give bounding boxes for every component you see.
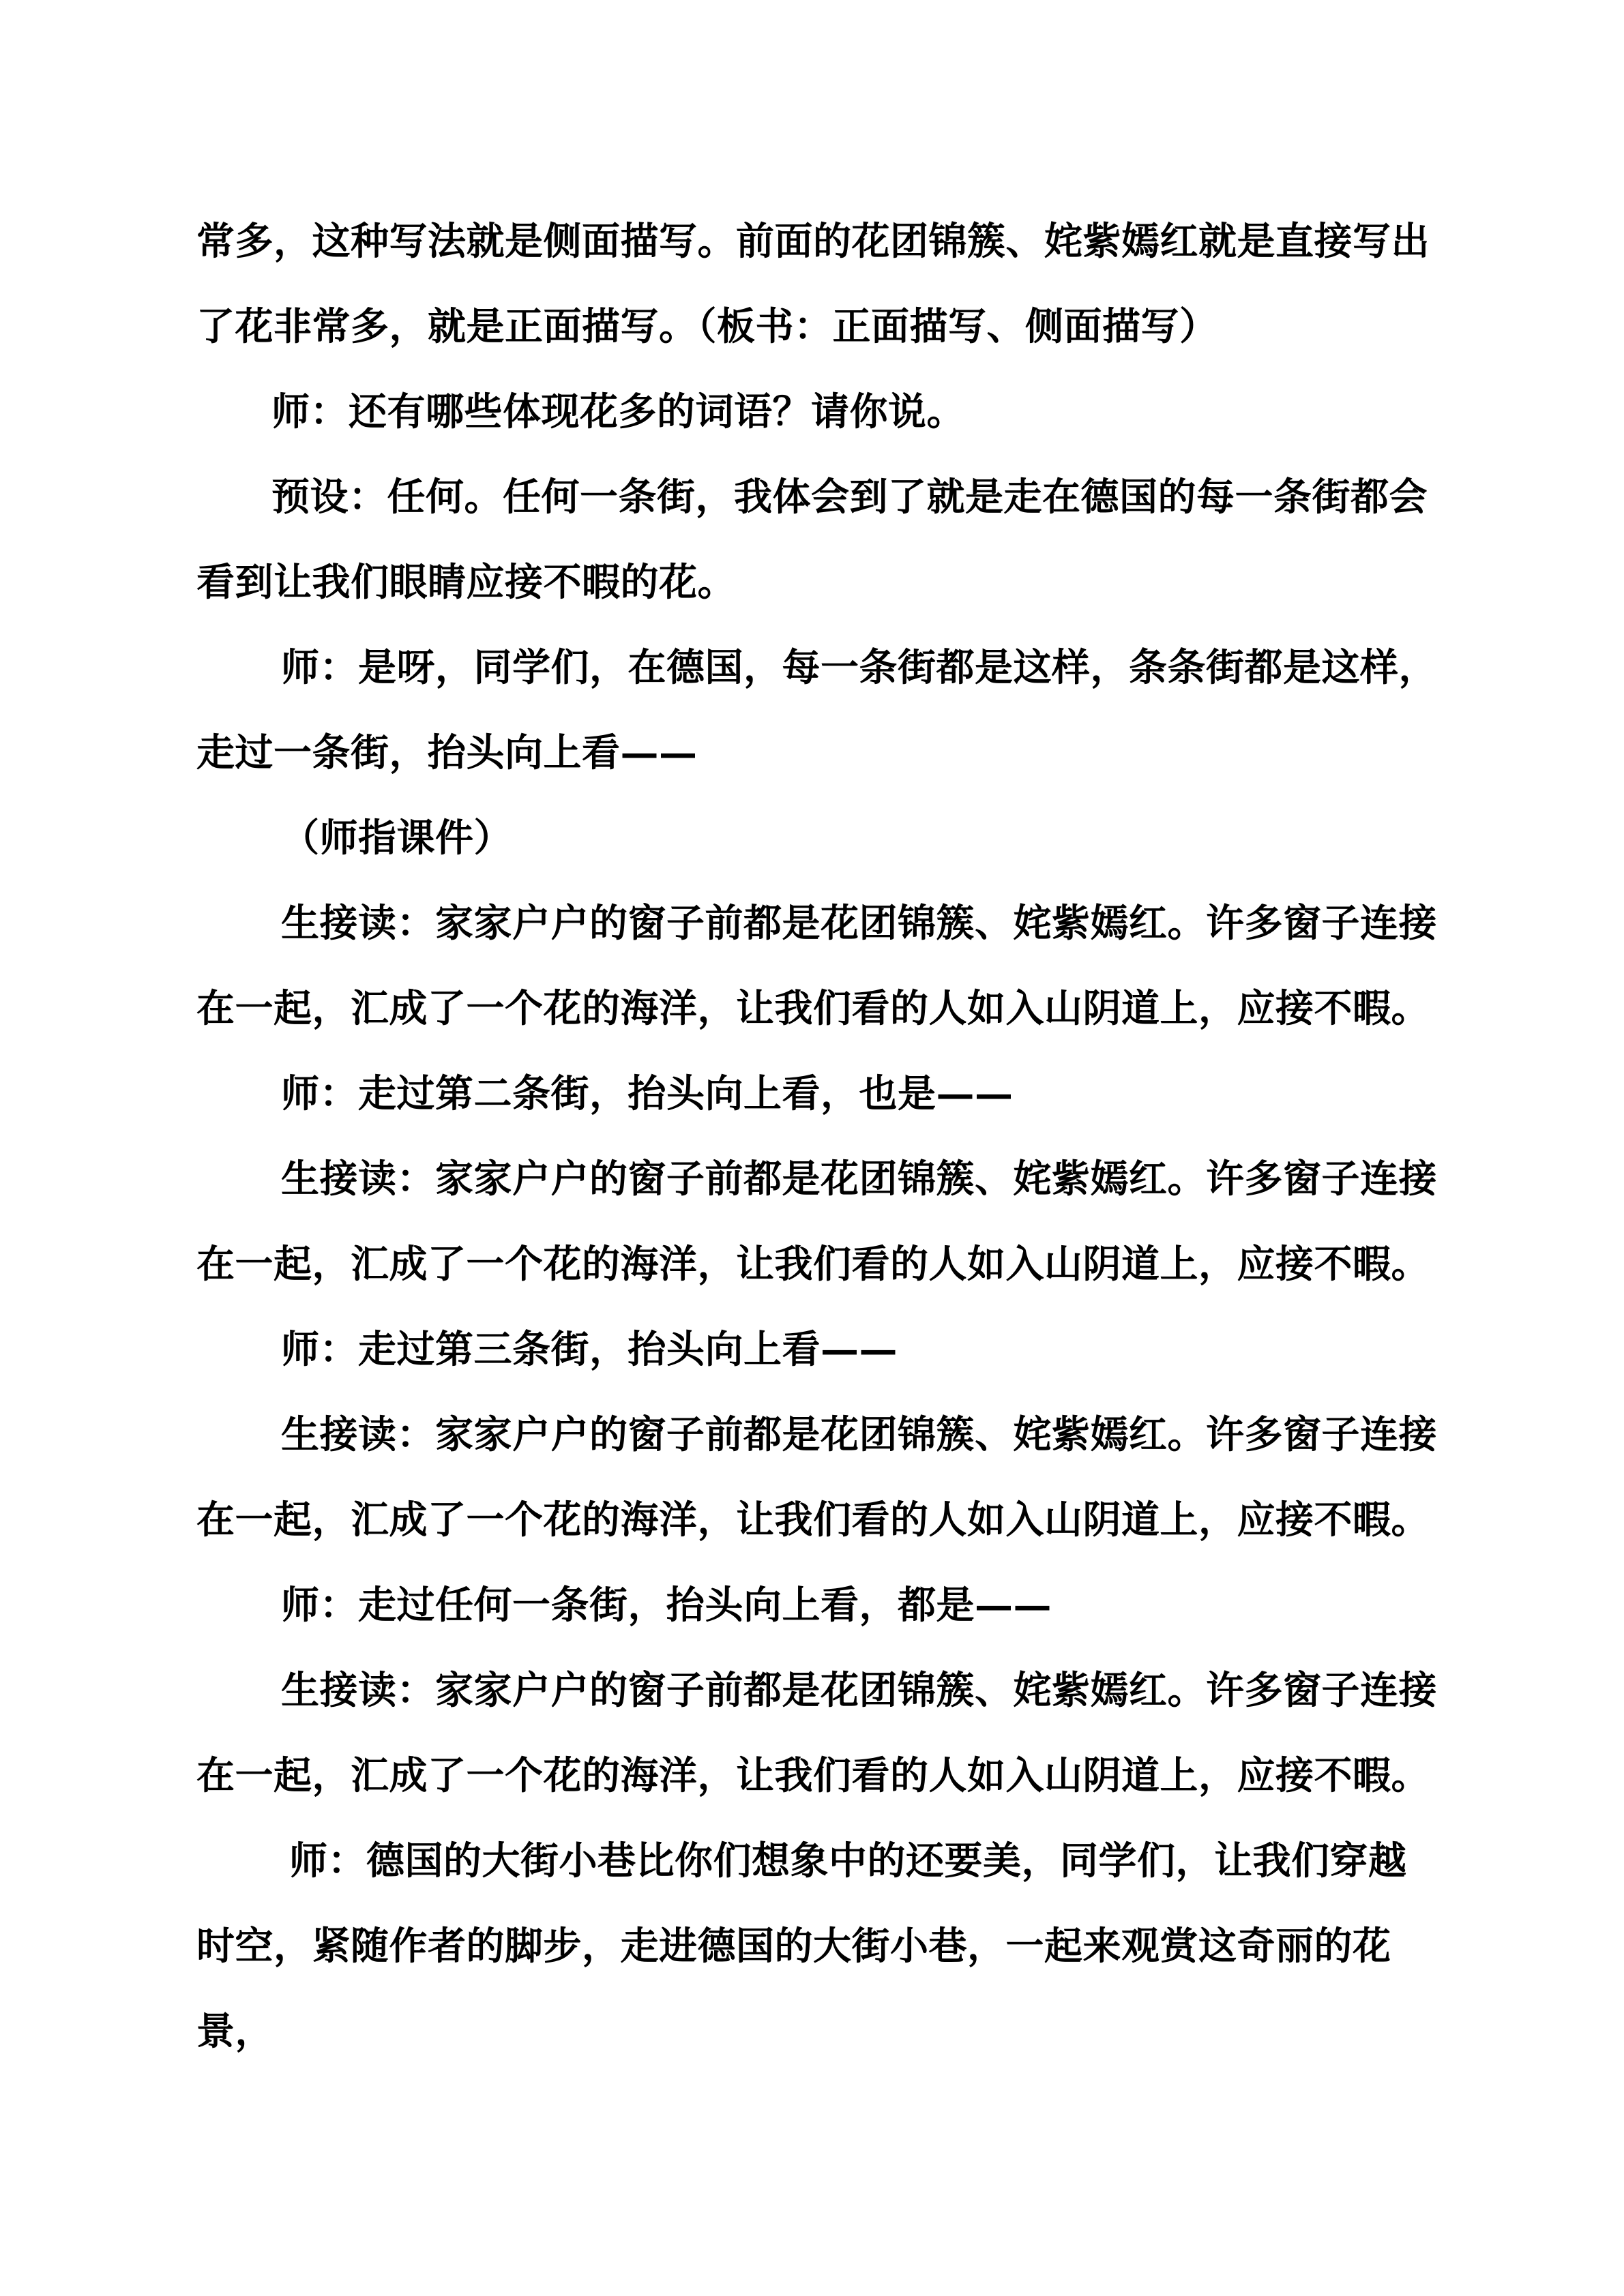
- paragraph-teacher-lead-3: 师：走过第三条街，抬头向上看——: [281, 1327, 898, 1372]
- paragraph-teacher-lead-1: 师：是呀，同学们，在德国，每一条街都是这样，条条街都是这样，走过一条街，抬头向上看——: [196, 645, 1437, 775]
- paragraph-preset-answer: 预设：任何。任何一条街，我体会到了就是走在德国的每一条街都会看到让我们眼睛应接不暇的花。: [196, 475, 1428, 605]
- paragraph-stage-note: （师指课件）: [281, 816, 512, 861]
- paragraph-continuation: 常多，这种写法就是侧面描写。前面的花团锦簇、姹紫嫣红就是直接写出了花非常多，就是正面描写。（板书：正面描写、侧面描写）: [196, 219, 1430, 349]
- paragraph-student-reading-2: 生接读：家家户户的窗子前都是花团锦簇、姹紫嫣红。许多窗子连接在一起，汇成了一个花的海洋，让我们看的人如入山阴道上，应接不暇。: [196, 1157, 1437, 1287]
- paragraph-student-reading-4: 生接读：家家户户的窗子前都是花团锦簇、姹紫嫣红。许多窗子连接在一起，汇成了一个花的海洋，让我们看的人如入山阴道上，应接不暇。: [196, 1668, 1437, 1798]
- document-body: [196, 199, 1445, 2074]
- paragraph-teacher-question: 师：还有哪些体现花多的词语？请你说。: [271, 389, 965, 434]
- paragraph-teacher-lead-4: 师：走过任何一条街，抬头向上看，都是——: [281, 1583, 1052, 1628]
- paragraph-teacher-closing: 师：德国的大街小巷比你们想象中的还要美，同学们，让我们穿越时空，紧随作者的脚步，走进德国的大街小巷，一起来观赏这奇丽的花景，: [196, 1838, 1407, 2054]
- paragraph-student-reading-3: 生接读：家家户户的窗子前都是花团锦簇、姹紫嫣红。许多窗子连接在一起，汇成了一个花的海洋，让我们看的人如入山阴道上，应接不暇。: [196, 1412, 1437, 1542]
- paragraph-teacher-lead-2: 师：走过第二条街，抬头向上看，也是——: [281, 1071, 1014, 1116]
- paragraph-student-reading-1: 生接读：家家户户的窗子前都是花团锦簇、姹紫嫣红。许多窗子连接在一起，汇成了一个花的海洋，让我们看的人如入山阴道上，应接不暇。: [196, 901, 1437, 1031]
